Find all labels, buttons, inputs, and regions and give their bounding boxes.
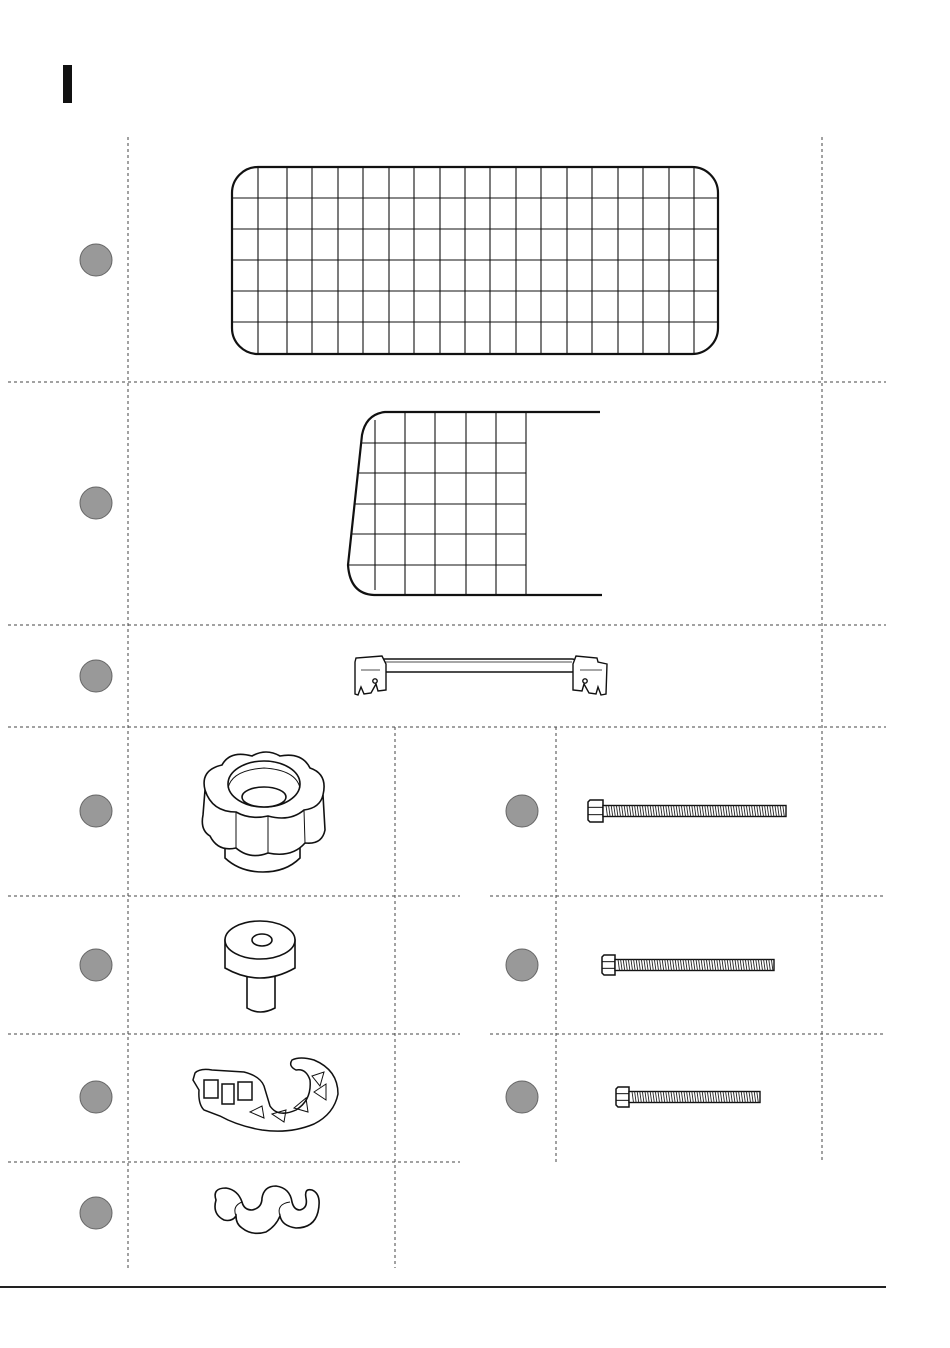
crossbar-icon (355, 656, 607, 695)
part-badge (506, 795, 538, 827)
part-badge (80, 487, 112, 519)
part-badge (506, 1081, 538, 1113)
wire-grid-panel-icon (232, 167, 718, 354)
part-badge (80, 660, 112, 692)
part-badge (80, 1081, 112, 1113)
foot-cap-icon (225, 921, 295, 1012)
part-badges (80, 244, 538, 1229)
part-badge (506, 949, 538, 981)
part-badge (80, 244, 112, 276)
part-badge (80, 1197, 112, 1229)
medium-bolt-icon (602, 955, 774, 975)
long-bolt-icon (588, 800, 786, 822)
section-mark (63, 65, 72, 103)
hook-clip-icon (193, 1058, 338, 1131)
half-wire-grid-panel-icon (348, 412, 602, 595)
spring-clip-icon (215, 1186, 319, 1233)
short-bolt-icon (616, 1087, 760, 1107)
part-badge (80, 795, 112, 827)
part-badge (80, 949, 112, 981)
star-knob-icon (202, 752, 325, 872)
